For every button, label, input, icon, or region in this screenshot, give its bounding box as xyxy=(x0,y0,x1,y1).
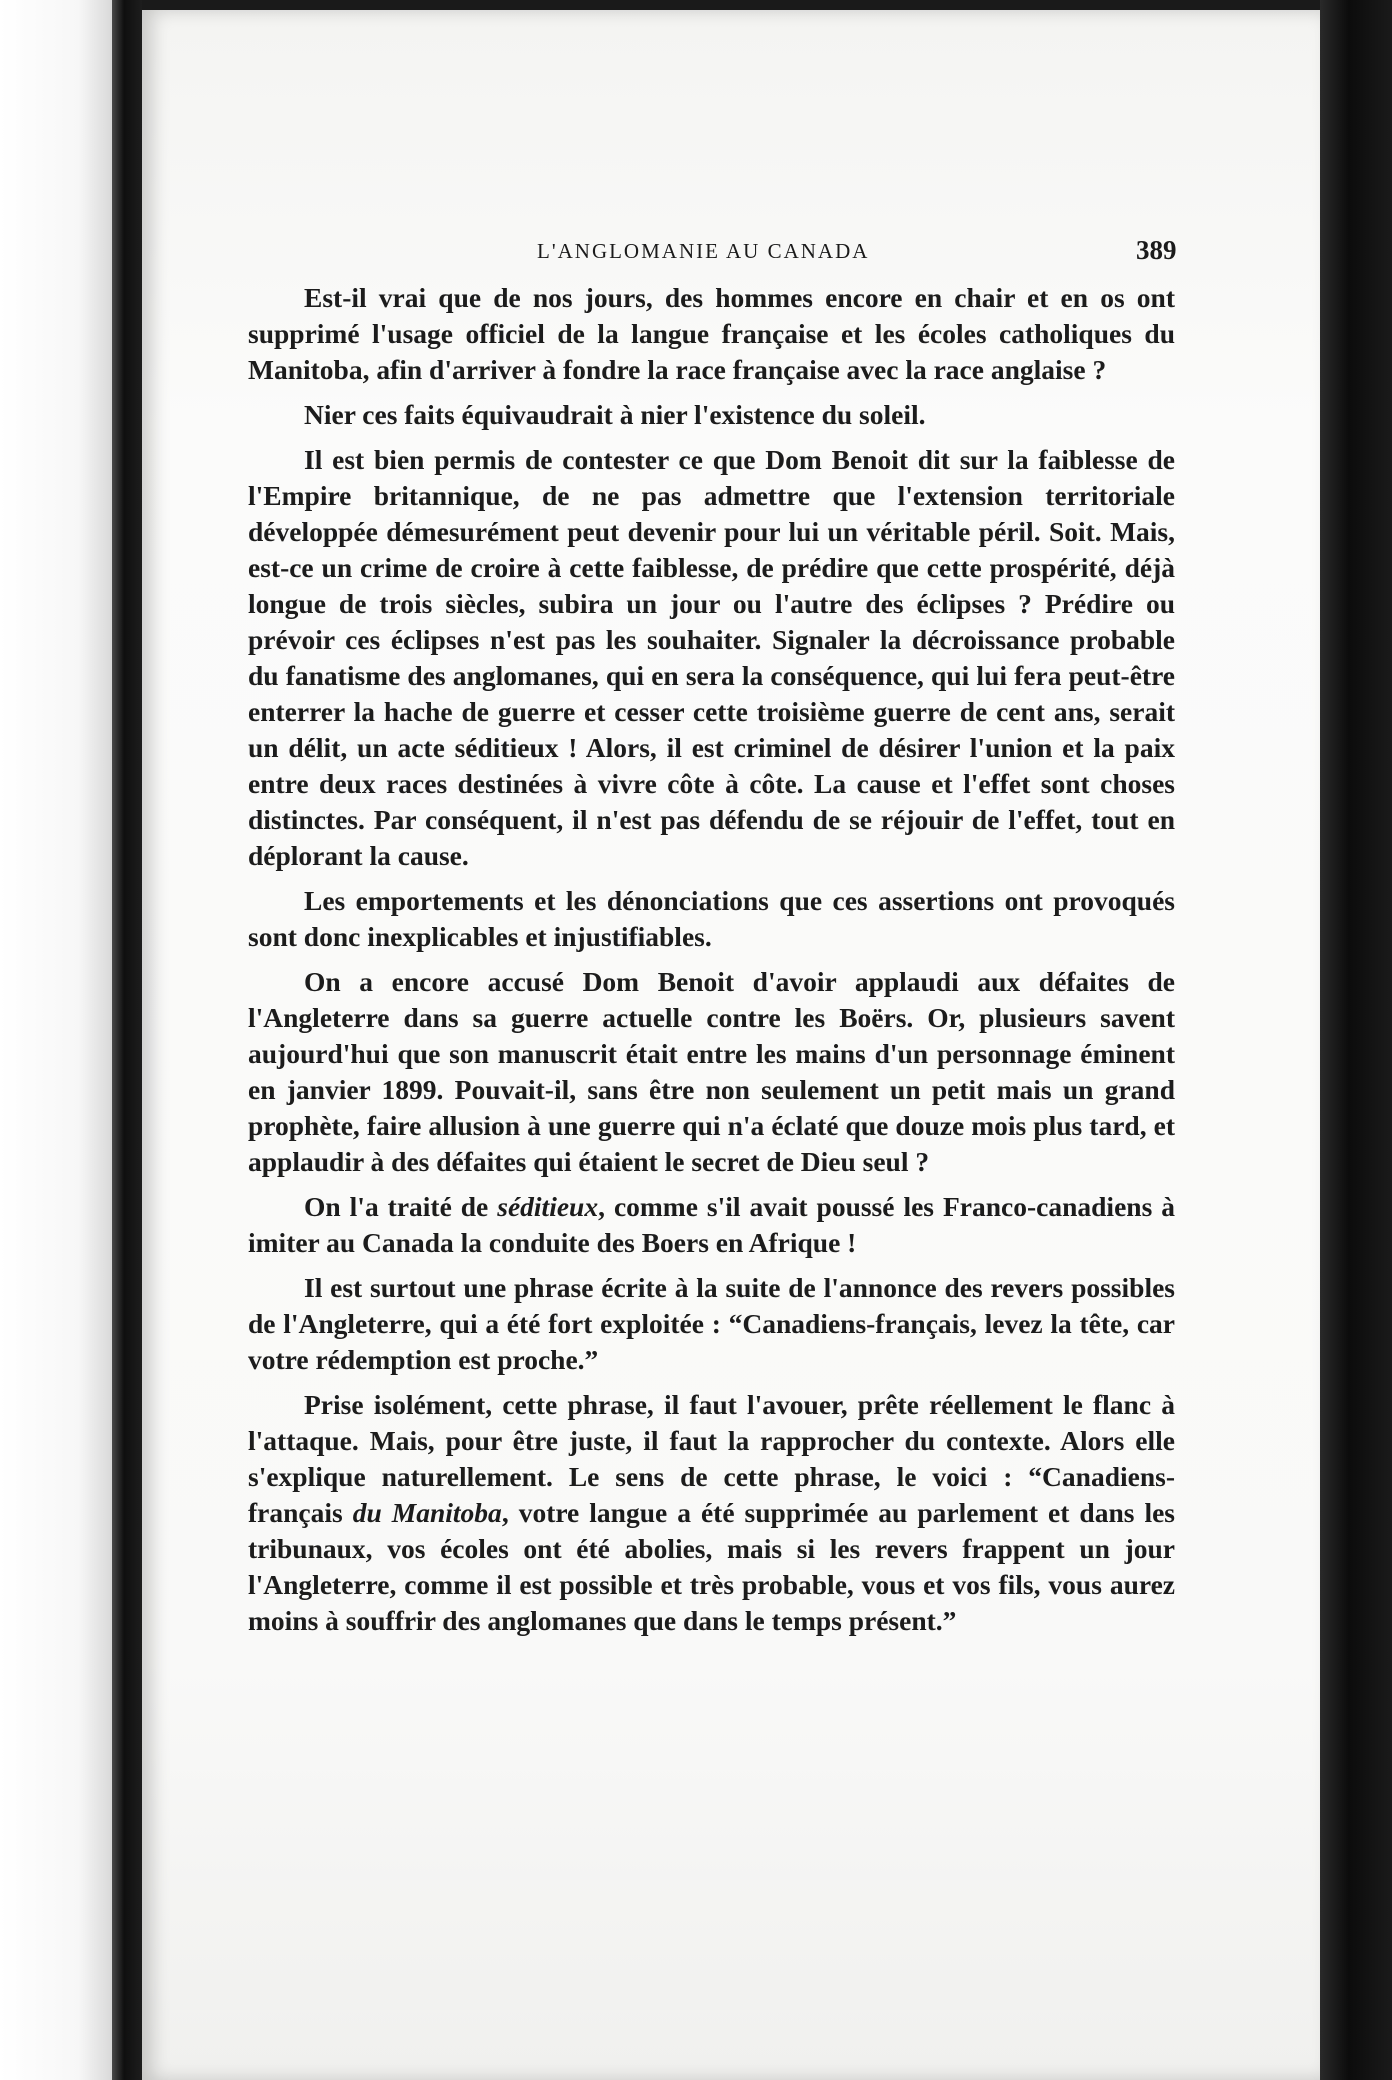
paragraph: On a encore accusé Dom Benoit d'avoir applaudi aux défaites de l'Angleterre dans sa guerre actuelle contre les Boërs. Or, plusieurs savent aujourd'hui que son manuscrit était entre les mains d'un personnage éminent en janvier 1899. Pouvait-il, sans être non seulement un petit mais un grand prophète, faire allusion à une guerre qui n'a éclaté que douze mois plus tard, et applaudir à des défaites qui étaient le secret de Dieu seul ? xyxy=(248,966,1175,1177)
paragraph: Il est bien permis de contester ce que Dom Benoit dit sur la faiblesse de l'Empire britannique, de ne pas admettre que l'extension territoriale développée démesurément peut devenir pour lui un véritable péril. Soit. Mais, est-ce un crime de croire à cette faiblesse, de prédire que cette prospérité, déjà longue de trois siècles, subira un jour ou l'autre des éclipses ? Prédire ou prévoir ces éclipses n'est pas les souhaiter. Signaler la décroissance probable du fanatisme des anglomanes, qui en sera la conséquence, qui lui fera peut-être enterrer la hache de guerre et cesser cette troisième guerre de cent ans, serait un délit, un acte séditieux ! Alors, il est criminel de désirer l'union et la paix entre deux races destinées à vivre côte à côte. La cause et l'effet sont choses distinctes. Par conséquent, il n'est pas défendu de se réjouir de l'effet, tout en déplorant la cause. xyxy=(248,444,1175,871)
paragraph: Les emportements et les dénonciations que ces assertions ont provoqués sont donc inexplicables et injustifiables. xyxy=(248,885,1175,952)
paragraph: Nier ces faits équivaudrait à nier l'existence du soleil. xyxy=(304,399,926,430)
paragraph-text: , votre langue a été supprimée au parlement et dans les tribunaux, vos écoles ont été abolies, mais si les revers frappent un jour l'Angleterre, comme il est possible et très probable, vous et vos fils, vous aurez moins à souffrir des anglomanes que dans le temps présent.” xyxy=(248,1497,1175,1636)
paragraph-text: Prise isolément, cette phrase, il faut l'avouer, prête réellement le flanc à l'attaque. Mais, pour être juste, il faut la rapprocher du contexte. Alors elle s'explique naturellement. Le sens de cette phrase, le voici : “Canadiens-français xyxy=(248,1389,1175,1528)
page-number: 389 xyxy=(1136,235,1177,265)
facing-page-margin xyxy=(0,0,112,2080)
paragraph: Est-il vrai que de nos jours, des hommes encore en chair et en os ont supprimé l'usage officiel de la langue française et les écoles catholiques du Manitoba, afin d'arriver à fondre la race française avec la race anglaise ? xyxy=(248,282,1175,385)
body-text xyxy=(248,280,1175,1639)
book-page xyxy=(142,10,1320,2080)
page-edge-shadow xyxy=(1320,0,1392,2080)
paragraph xyxy=(248,1189,1175,1261)
top-dark-strip xyxy=(142,0,1320,10)
book-gutter-shadow xyxy=(112,0,142,2080)
paragraph-text: On l'a traité de xyxy=(304,1191,498,1222)
page-header xyxy=(142,225,1320,265)
italic-emphasis: du Manitoba xyxy=(352,1497,502,1528)
paragraph xyxy=(248,1387,1175,1639)
paragraph: Il est surtout une phrase écrite à la suite de l'annonce des revers possibles de l'Angleterre, qui a été fort exploitée : “Canadiens-français, levez la tête, car votre rédemption est proche.” xyxy=(248,1272,1175,1375)
italic-emphasis: séditieux xyxy=(497,1191,599,1222)
paragraph-text: , comme s'il avait poussé les Franco-canadiens à imiter au Canada la conduite des Boers en Afrique ! xyxy=(248,1191,1175,1258)
running-title: L'ANGLOMANIE AU CANADA xyxy=(537,239,870,263)
